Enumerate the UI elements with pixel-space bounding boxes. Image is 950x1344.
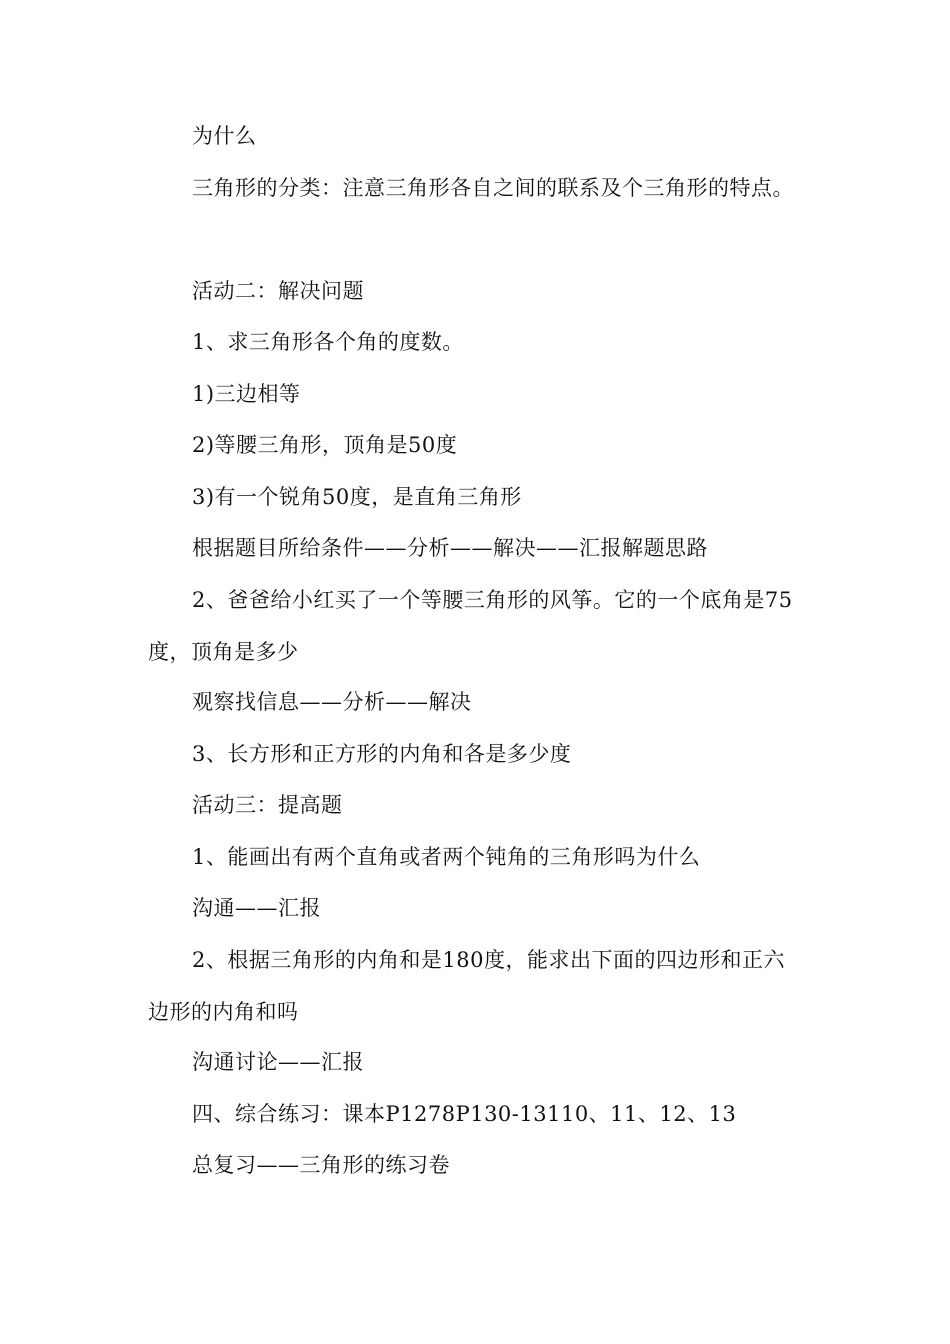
paragraph: 2、根据三角形的内角和是180度，能求出下面的四边形和正六边形的内角和吗 bbox=[148, 948, 785, 1024]
paragraph: 活动三：提高题 bbox=[192, 793, 343, 817]
paragraph: 沟通讨论——汇报 bbox=[192, 1050, 364, 1074]
paragraph: 总复习——三角形的练习卷 bbox=[192, 1153, 450, 1177]
paragraph: 为什么 bbox=[192, 124, 257, 148]
paragraph: 活动二：解决问题 bbox=[192, 279, 364, 303]
paragraph: 3)有一个锐角50度，是直角三角形 bbox=[192, 485, 522, 509]
paragraph: 观察找信息——分析——解决 bbox=[192, 690, 472, 714]
paragraph: 2、爸爸给小红买了一个等腰三角形的风筝。它的一个底角是75度，顶角是多少 bbox=[148, 588, 793, 664]
paragraph: 1)三边相等 bbox=[192, 382, 301, 406]
paragraph: 1、能画出有两个直角或者两个钝角的三角形吗为什么 bbox=[192, 845, 701, 869]
paragraph: 2)等腰三角形，顶角是50度 bbox=[192, 433, 458, 457]
paragraph: 四、综合练习：课本P1278P130-13110、11、12、13 bbox=[192, 1102, 737, 1126]
paragraph: 3、长方形和正方形的内角和各是多少度 bbox=[192, 742, 572, 766]
paragraph: 三角形的分类：注意三角形各自之间的联系及个三角形的特点。 bbox=[192, 176, 794, 200]
paragraph: 根据题目所给条件——分析——解决——汇报解题思路 bbox=[192, 536, 708, 560]
paragraph: 沟通——汇报 bbox=[192, 896, 321, 920]
paragraph: 1、求三角形各个角的度数。 bbox=[192, 330, 464, 354]
